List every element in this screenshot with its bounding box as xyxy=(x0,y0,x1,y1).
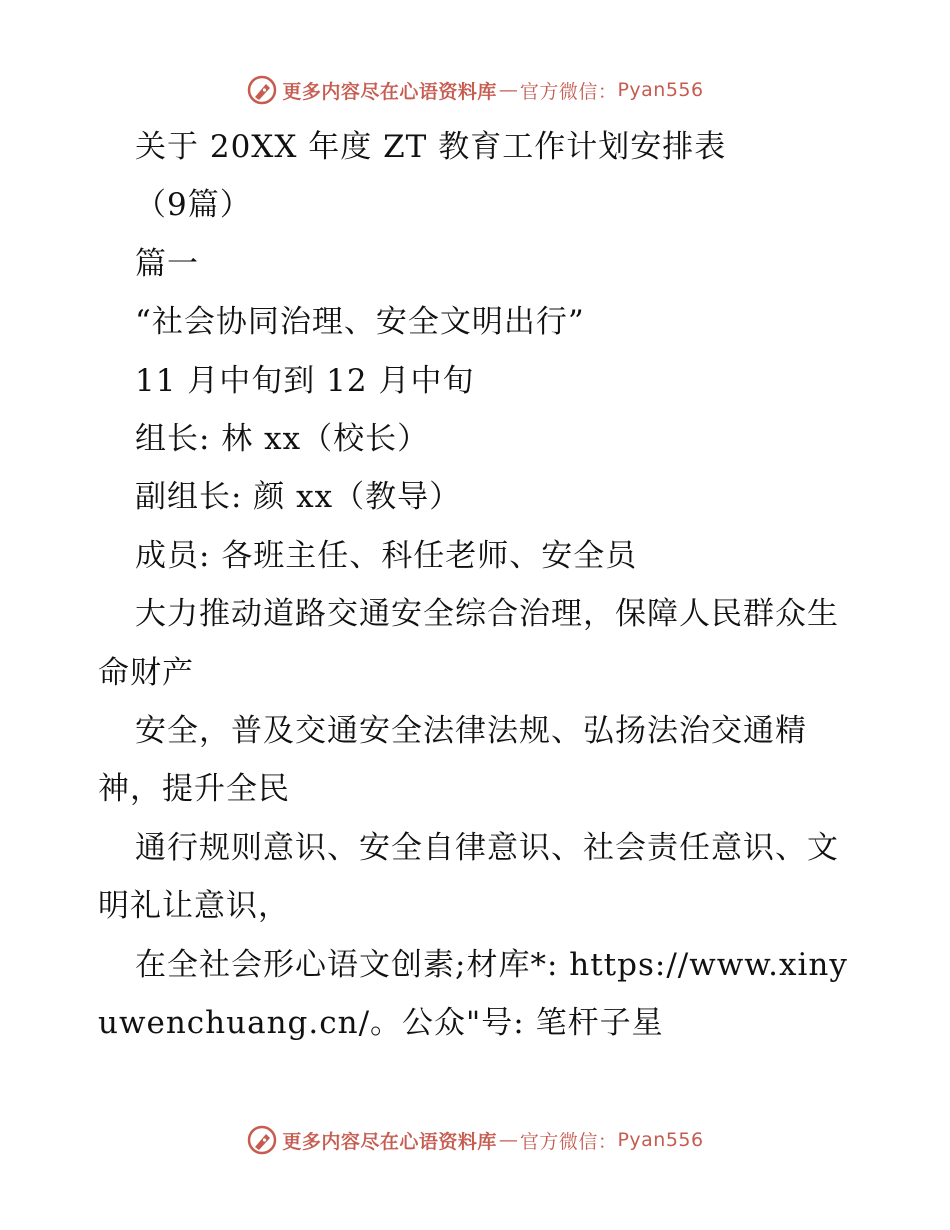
banner-wechat-label: 官方微信： xyxy=(519,1130,618,1153)
theme-line: “社会协同治理、安全文明出行” xyxy=(135,304,585,341)
leader-line: 组长: 林 xx（校长） xyxy=(135,421,430,458)
paragraph-2: 安全，普及交通安全法律法规、弘扬法治交通精神，提升全民 xyxy=(98,713,807,808)
members-line: 成员: 各班主任、科任老师、安全员 xyxy=(135,537,638,574)
banner-dash: — xyxy=(498,79,518,101)
banner-wechat-label: 官方微信： xyxy=(519,80,618,103)
paragraph-4: 在全社会形心语文创素;材库*: https://www.xinyuwenchuang.cn/。公众"号: 笔杆子星 xyxy=(98,946,848,1042)
deputy-leader-line: 副组长: 颜 xx（教导） xyxy=(135,479,462,516)
document-body xyxy=(98,118,868,1053)
paragraph-1: 大力推动道路交通安全综合治理，保障人民群众生命财产 xyxy=(98,596,839,691)
banner-dash: — xyxy=(498,1129,518,1151)
paragraph-3: 通行规则意识、安全自律意识、社会责任意识、文明礼让意识， xyxy=(98,829,839,925)
date-line: 11 月中旬到 12 月中旬 xyxy=(135,362,475,399)
banner-main-text: 更多内容尽在心语资料库 xyxy=(282,80,497,103)
footer-banner xyxy=(0,1120,950,1160)
banner-wechat-id: Pyan556 xyxy=(617,1129,704,1151)
document-title: 关于 20XX 年度 ZT 教育工作计划安排表 xyxy=(135,129,727,165)
document-subtitle: （9篇） xyxy=(135,187,252,224)
pen-nib-logo-icon xyxy=(246,74,278,106)
pen-nib-logo-icon xyxy=(246,1124,278,1156)
section-heading: 篇一 xyxy=(135,245,199,282)
banner-wechat-id: Pyan556 xyxy=(617,79,704,101)
header-banner xyxy=(0,70,950,110)
banner-main-text: 更多内容尽在心语资料库 xyxy=(282,1130,497,1153)
